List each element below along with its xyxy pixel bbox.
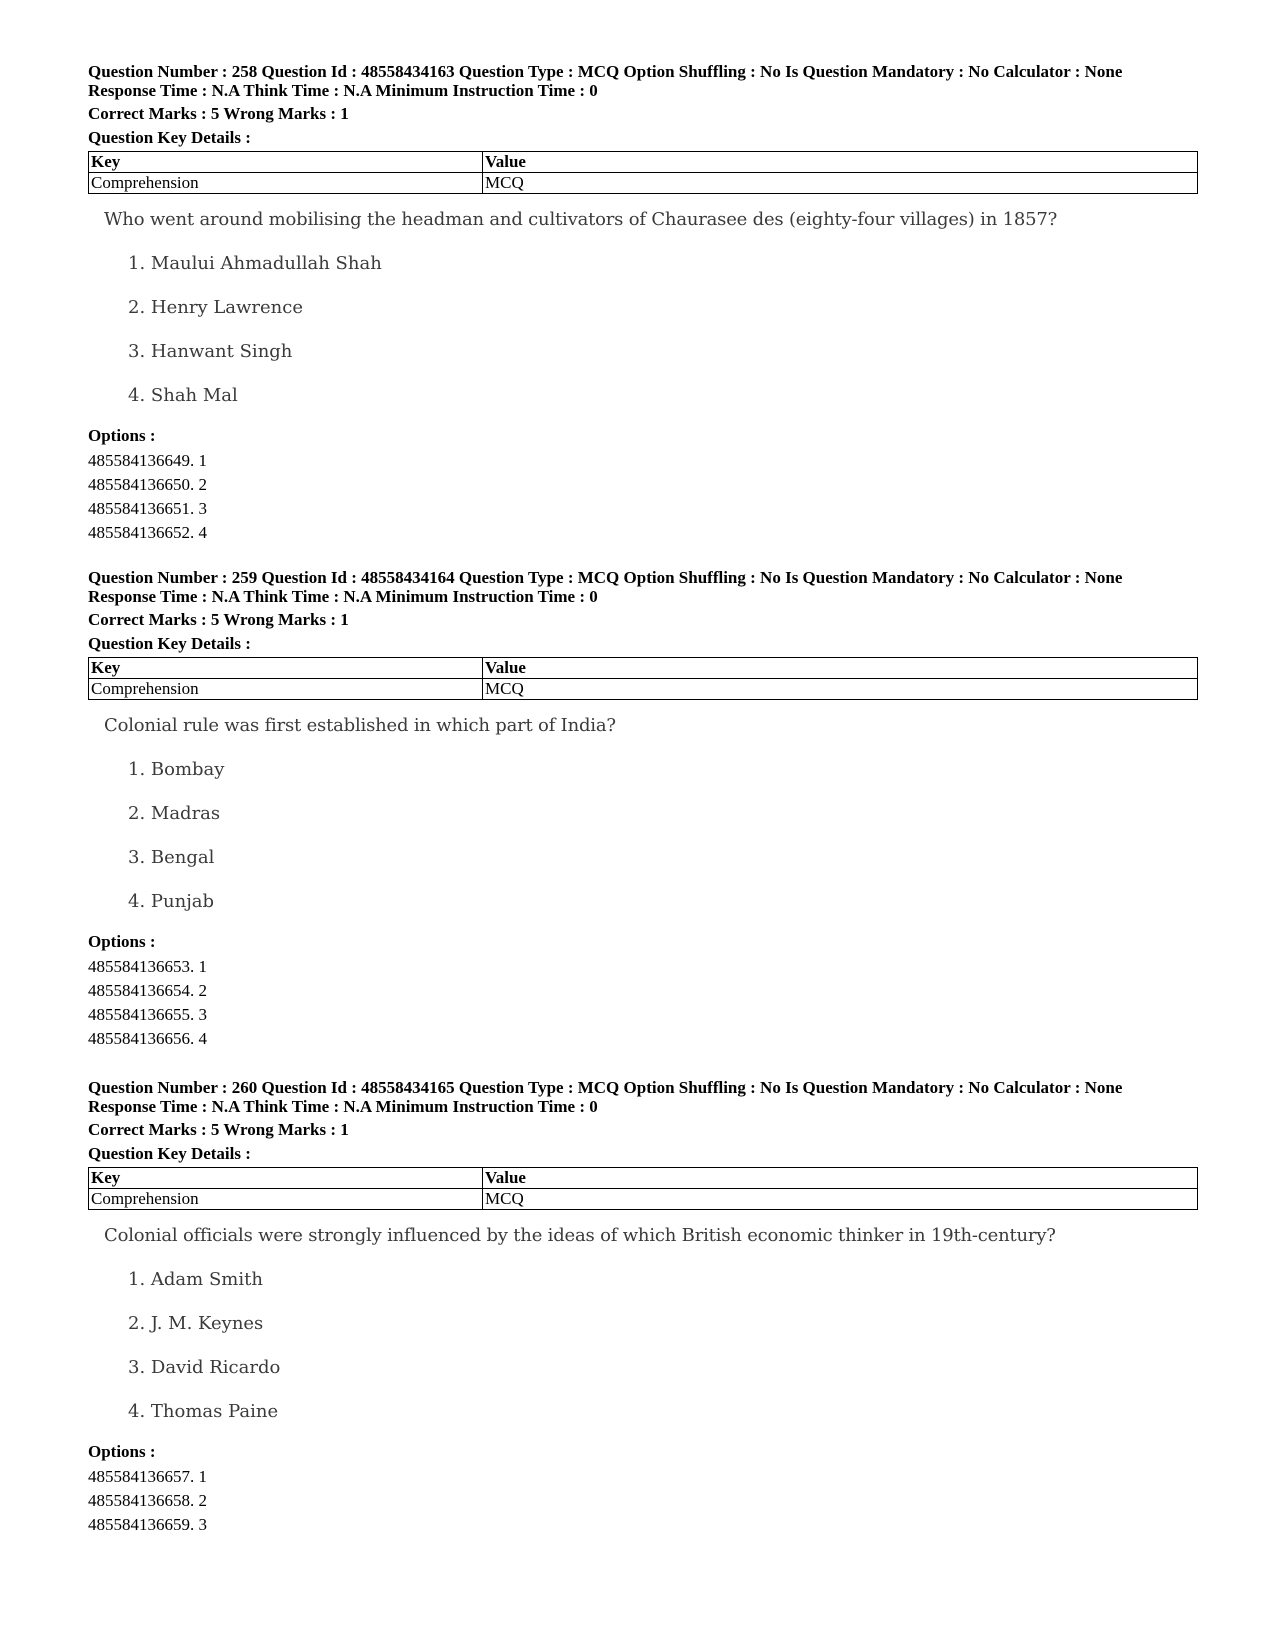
option-row: 485584136658. 2: [88, 1491, 207, 1510]
question-meta-line: Question Number : 258 Question Id : 48558434163 Question Type : MCQ Option Shuffling : No Is Question Mandatory : No Calculator : None: [88, 62, 1123, 81]
options-list: [88, 449, 1198, 545]
question-timing-line: Response Time : N.A Think Time : N.A Minimum Instruction Time : 0: [88, 587, 598, 606]
table-row: [89, 173, 1198, 194]
key-details-table: [88, 657, 1198, 700]
key-details-label: Question Key Details :: [88, 1144, 251, 1163]
table-header-value: Value: [483, 1168, 1198, 1189]
key-details-table: [88, 151, 1198, 194]
table-cell-value: MCQ: [483, 173, 1198, 194]
question-meta-line: Question Number : 259 Question Id : 48558434164 Question Type : MCQ Option Shuffling : No Is Question Mandatory : No Calculator : None: [88, 568, 1123, 587]
answer-choice: 4. Thomas Paine: [128, 1401, 279, 1422]
question-text: Colonial officials were strongly influenced by the ideas of which British economic thinker in 19th-century?: [104, 1225, 1056, 1246]
question-image: [104, 1224, 1198, 1424]
answer-choice: 2. Madras: [128, 803, 221, 824]
answer-choice: 2. Henry Lawrence: [128, 297, 304, 318]
question-block: [88, 568, 1198, 1051]
options-list: [88, 955, 1198, 1051]
table-cell-key: Comprehension: [89, 173, 483, 194]
table-header-key: Key: [89, 1168, 483, 1189]
question-text: Who went around mobilising the headman and cultivators of Chaurasee des (eighty-four villages) in 1857?: [104, 209, 1058, 230]
table-row: [89, 679, 1198, 700]
answer-choice: 4. Shah Mal: [128, 385, 238, 406]
option-row: 485584136650. 2: [88, 475, 207, 494]
question-text: Colonial rule was first established in which part of India?: [104, 715, 616, 736]
answer-choice: 1. Bombay: [128, 759, 225, 780]
option-row: 485584136653. 1: [88, 957, 207, 976]
marks-line: Correct Marks : 5 Wrong Marks : 1: [88, 1120, 349, 1139]
options-label: Options :: [88, 1442, 156, 1461]
options-label: Options :: [88, 426, 156, 445]
table-row: [89, 1189, 1198, 1210]
table-cell-value: MCQ: [483, 1189, 1198, 1210]
marks-line: Correct Marks : 5 Wrong Marks : 1: [88, 104, 349, 123]
option-row: 485584136656. 4: [88, 1029, 207, 1048]
question-image: [104, 714, 1198, 914]
question-block: [88, 62, 1198, 545]
key-details-table: [88, 1167, 1198, 1210]
table-header-row: [89, 152, 1198, 173]
option-row: 485584136654. 2: [88, 981, 207, 1000]
table-cell-value: MCQ: [483, 679, 1198, 700]
table-header-value: Value: [483, 658, 1198, 679]
options-list: [88, 1465, 1198, 1537]
answer-choice: 1. Maului Ahmadullah Shah: [128, 253, 382, 274]
option-row: 485584136655. 3: [88, 1005, 207, 1024]
question-timing-line: Response Time : N.A Think Time : N.A Minimum Instruction Time : 0: [88, 81, 598, 100]
marks-line: Correct Marks : 5 Wrong Marks : 1: [88, 610, 349, 629]
answer-choice: 4. Punjab: [128, 891, 215, 912]
table-header-key: Key: [89, 152, 483, 173]
option-row: 485584136652. 4: [88, 523, 207, 542]
question-block: [88, 1078, 1198, 1537]
table-header-row: [89, 658, 1198, 679]
answer-choice: 3. David Ricardo: [128, 1357, 281, 1378]
table-header-row: [89, 1168, 1198, 1189]
table-header-value: Value: [483, 152, 1198, 173]
answer-choice: 2. J. M. Keynes: [128, 1313, 264, 1334]
option-row: 485584136659. 3: [88, 1515, 207, 1534]
table-header-key: Key: [89, 658, 483, 679]
table-cell-key: Comprehension: [89, 1189, 483, 1210]
question-timing-line: Response Time : N.A Think Time : N.A Minimum Instruction Time : 0: [88, 1097, 598, 1116]
answer-choice: 3. Bengal: [128, 847, 215, 868]
option-row: 485584136657. 1: [88, 1467, 207, 1486]
question-image: [104, 208, 1198, 408]
option-row: 485584136651. 3: [88, 499, 207, 518]
option-row: 485584136649. 1: [88, 451, 207, 470]
answer-choice: 3. Hanwant Singh: [128, 341, 293, 362]
key-details-label: Question Key Details :: [88, 128, 251, 147]
key-details-label: Question Key Details :: [88, 634, 251, 653]
options-label: Options :: [88, 932, 156, 951]
table-cell-key: Comprehension: [89, 679, 483, 700]
question-meta-line: Question Number : 260 Question Id : 48558434165 Question Type : MCQ Option Shuffling : No Is Question Mandatory : No Calculator : None: [88, 1078, 1123, 1097]
answer-choice: 1. Adam Smith: [128, 1269, 263, 1290]
